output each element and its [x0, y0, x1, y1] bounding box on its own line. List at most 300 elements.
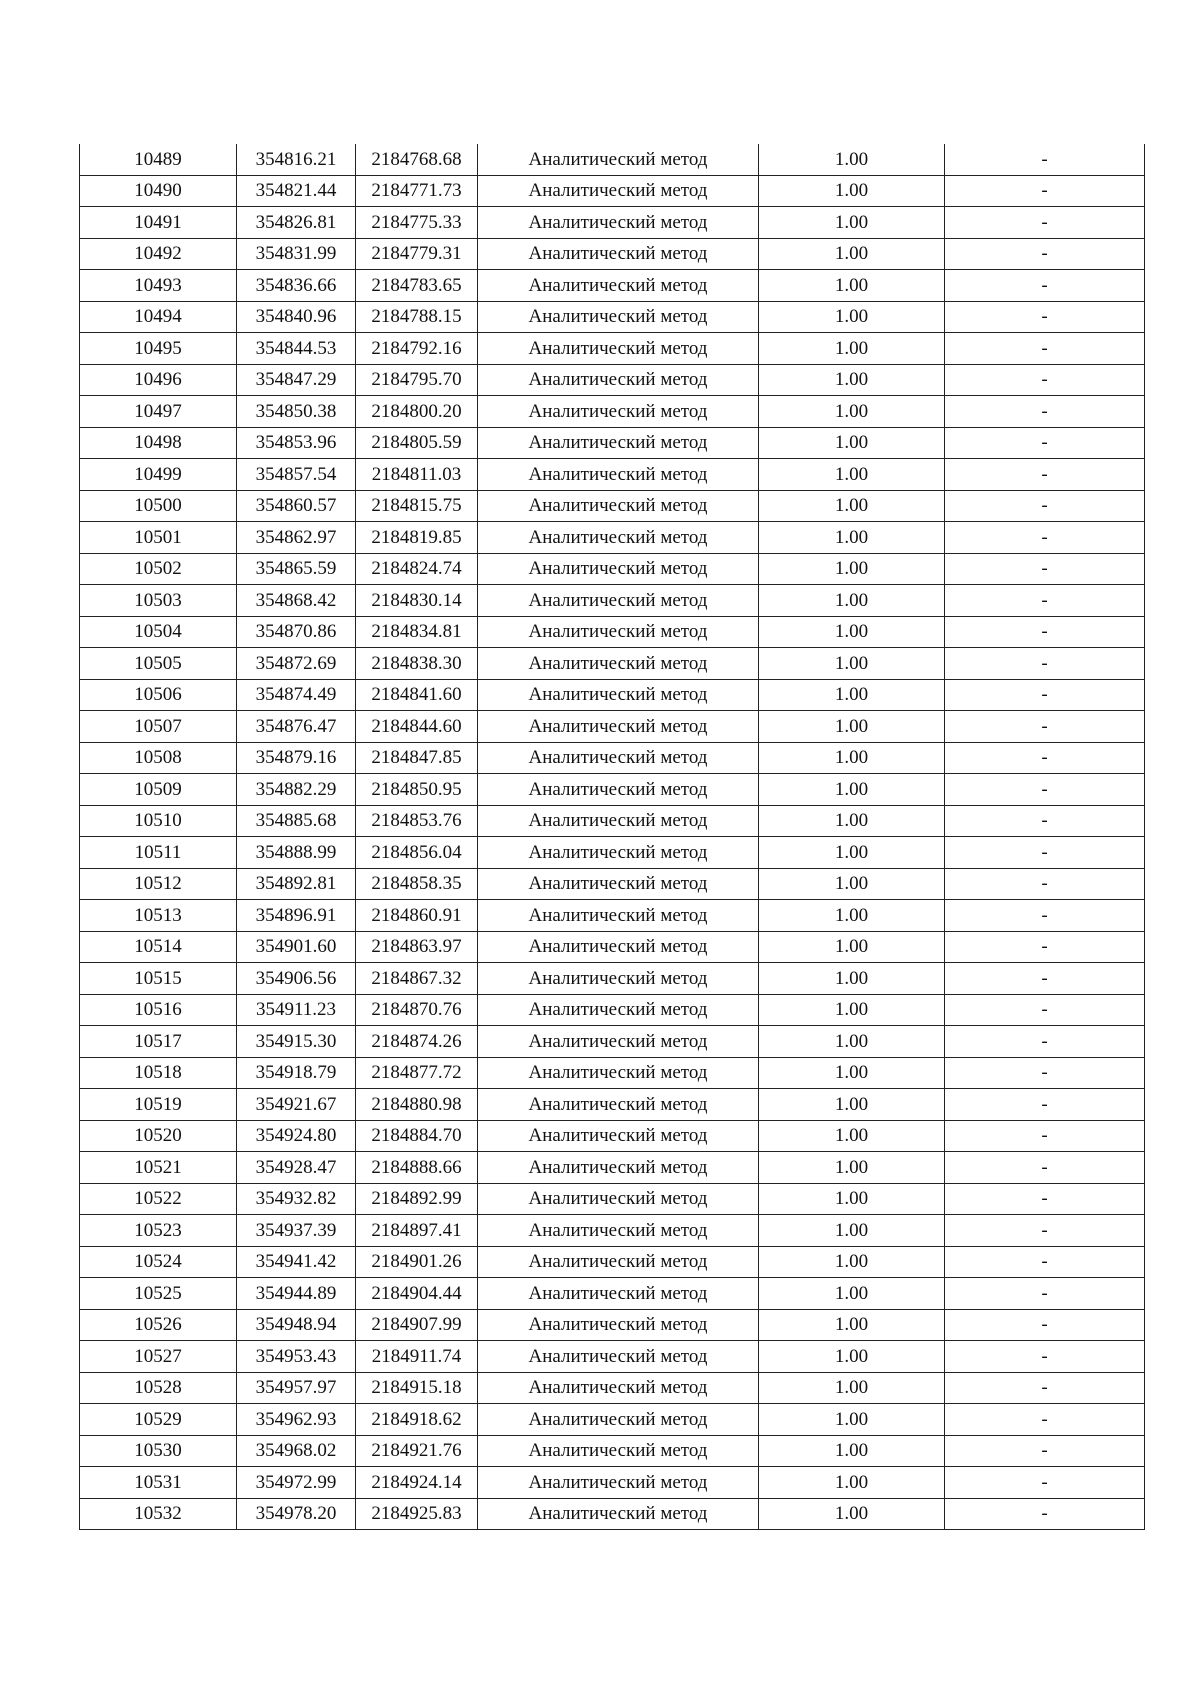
method-cell: Аналитический метод	[478, 396, 759, 428]
coordinates-table	[79, 144, 1145, 1530]
x-coordinate-cell: 354957.97	[237, 1372, 356, 1404]
note-cell: -	[945, 585, 1145, 617]
x-coordinate-cell: 354872.69	[237, 648, 356, 680]
note-cell: -	[945, 648, 1145, 680]
point-number-cell: 10497	[80, 396, 237, 428]
method-cell: Аналитический метод	[478, 522, 759, 554]
precision-cell: 1.00	[759, 144, 945, 175]
method-cell: Аналитический метод	[478, 1246, 759, 1278]
x-coordinate-cell: 354944.89	[237, 1278, 356, 1310]
y-coordinate-cell: 2184768.68	[356, 144, 478, 175]
table-row	[80, 270, 1145, 302]
point-number-cell: 10525	[80, 1278, 237, 1310]
x-coordinate-cell: 354840.96	[237, 301, 356, 333]
table-row	[80, 1057, 1145, 1089]
x-coordinate-cell: 354885.68	[237, 805, 356, 837]
table-row	[80, 774, 1145, 806]
point-number-cell: 10509	[80, 774, 237, 806]
note-cell: -	[945, 175, 1145, 207]
note-cell: -	[945, 459, 1145, 491]
table-row	[80, 1467, 1145, 1499]
note-cell: -	[945, 396, 1145, 428]
y-coordinate-cell: 2184884.70	[356, 1120, 478, 1152]
x-coordinate-cell: 354831.99	[237, 238, 356, 270]
precision-cell: 1.00	[759, 301, 945, 333]
precision-cell: 1.00	[759, 837, 945, 869]
method-cell: Аналитический метод	[478, 1309, 759, 1341]
method-cell: Аналитический метод	[478, 270, 759, 302]
note-cell: -	[945, 900, 1145, 932]
point-number-cell: 10523	[80, 1215, 237, 1247]
note-cell: -	[945, 144, 1145, 175]
point-number-cell: 10511	[80, 837, 237, 869]
method-cell: Аналитический метод	[478, 963, 759, 995]
table-row	[80, 553, 1145, 585]
table-row	[80, 585, 1145, 617]
y-coordinate-cell: 2184783.65	[356, 270, 478, 302]
y-coordinate-cell: 2184856.04	[356, 837, 478, 869]
y-coordinate-cell: 2184775.33	[356, 207, 478, 239]
y-coordinate-cell: 2184853.76	[356, 805, 478, 837]
note-cell: -	[945, 1309, 1145, 1341]
point-number-cell: 10505	[80, 648, 237, 680]
point-number-cell: 10527	[80, 1341, 237, 1373]
x-coordinate-cell: 354882.29	[237, 774, 356, 806]
y-coordinate-cell: 2184888.66	[356, 1152, 478, 1184]
y-coordinate-cell: 2184880.98	[356, 1089, 478, 1121]
point-number-cell: 10516	[80, 994, 237, 1026]
method-cell: Аналитический метод	[478, 301, 759, 333]
method-cell: Аналитический метод	[478, 333, 759, 365]
point-number-cell: 10528	[80, 1372, 237, 1404]
y-coordinate-cell: 2184877.72	[356, 1057, 478, 1089]
x-coordinate-cell: 354844.53	[237, 333, 356, 365]
note-cell: -	[945, 333, 1145, 365]
x-coordinate-cell: 354847.29	[237, 364, 356, 396]
y-coordinate-cell: 2184771.73	[356, 175, 478, 207]
x-coordinate-cell: 354915.30	[237, 1026, 356, 1058]
note-cell: -	[945, 553, 1145, 585]
table-row	[80, 1309, 1145, 1341]
table-row	[80, 1372, 1145, 1404]
method-cell: Аналитический метод	[478, 931, 759, 963]
method-cell: Аналитический метод	[478, 1026, 759, 1058]
precision-cell: 1.00	[759, 1309, 945, 1341]
table-row	[80, 648, 1145, 680]
point-number-cell: 10508	[80, 742, 237, 774]
precision-cell: 1.00	[759, 490, 945, 522]
point-number-cell: 10529	[80, 1404, 237, 1436]
y-coordinate-cell: 2184904.44	[356, 1278, 478, 1310]
table-body	[80, 144, 1145, 1530]
x-coordinate-cell: 354850.38	[237, 396, 356, 428]
point-number-cell: 10491	[80, 207, 237, 239]
precision-cell: 1.00	[759, 1372, 945, 1404]
method-cell: Аналитический метод	[478, 364, 759, 396]
method-cell: Аналитический метод	[478, 1372, 759, 1404]
note-cell: -	[945, 1278, 1145, 1310]
point-number-cell: 10526	[80, 1309, 237, 1341]
x-coordinate-cell: 354826.81	[237, 207, 356, 239]
method-cell: Аналитический метод	[478, 868, 759, 900]
note-cell: -	[945, 1498, 1145, 1530]
y-coordinate-cell: 2184779.31	[356, 238, 478, 270]
x-coordinate-cell: 354892.81	[237, 868, 356, 900]
note-cell: -	[945, 238, 1145, 270]
table-row	[80, 175, 1145, 207]
method-cell: Аналитический метод	[478, 1278, 759, 1310]
method-cell: Аналитический метод	[478, 742, 759, 774]
table-row	[80, 1435, 1145, 1467]
note-cell: -	[945, 679, 1145, 711]
precision-cell: 1.00	[759, 774, 945, 806]
note-cell: -	[945, 1215, 1145, 1247]
point-number-cell: 10506	[80, 679, 237, 711]
precision-cell: 1.00	[759, 679, 945, 711]
table-row	[80, 144, 1145, 175]
y-coordinate-cell: 2184838.30	[356, 648, 478, 680]
table-row	[80, 427, 1145, 459]
note-cell: -	[945, 490, 1145, 522]
y-coordinate-cell: 2184874.26	[356, 1026, 478, 1058]
precision-cell: 1.00	[759, 1341, 945, 1373]
precision-cell: 1.00	[759, 994, 945, 1026]
x-coordinate-cell: 354868.42	[237, 585, 356, 617]
y-coordinate-cell: 2184867.32	[356, 963, 478, 995]
precision-cell: 1.00	[759, 931, 945, 963]
precision-cell: 1.00	[759, 1026, 945, 1058]
precision-cell: 1.00	[759, 522, 945, 554]
precision-cell: 1.00	[759, 1215, 945, 1247]
point-number-cell: 10496	[80, 364, 237, 396]
method-cell: Аналитический метод	[478, 1057, 759, 1089]
point-number-cell: 10512	[80, 868, 237, 900]
note-cell: -	[945, 774, 1145, 806]
method-cell: Аналитический метод	[478, 427, 759, 459]
table-row	[80, 616, 1145, 648]
method-cell: Аналитический метод	[478, 175, 759, 207]
point-number-cell: 10501	[80, 522, 237, 554]
method-cell: Аналитический метод	[478, 238, 759, 270]
note-cell: -	[945, 1026, 1145, 1058]
x-coordinate-cell: 354857.54	[237, 459, 356, 491]
note-cell: -	[945, 207, 1145, 239]
point-number-cell: 10493	[80, 270, 237, 302]
note-cell: -	[945, 931, 1145, 963]
method-cell: Аналитический метод	[478, 207, 759, 239]
x-coordinate-cell: 354972.99	[237, 1467, 356, 1499]
y-coordinate-cell: 2184915.18	[356, 1372, 478, 1404]
y-coordinate-cell: 2184892.99	[356, 1183, 478, 1215]
method-cell: Аналитический метод	[478, 585, 759, 617]
x-coordinate-cell: 354918.79	[237, 1057, 356, 1089]
note-cell: -	[945, 1435, 1145, 1467]
table-row	[80, 742, 1145, 774]
note-cell: -	[945, 1152, 1145, 1184]
precision-cell: 1.00	[759, 711, 945, 743]
point-number-cell: 10524	[80, 1246, 237, 1278]
method-cell: Аналитический метод	[478, 837, 759, 869]
method-cell: Аналитический метод	[478, 1341, 759, 1373]
x-coordinate-cell: 354862.97	[237, 522, 356, 554]
y-coordinate-cell: 2184858.35	[356, 868, 478, 900]
precision-cell: 1.00	[759, 1089, 945, 1121]
x-coordinate-cell: 354879.16	[237, 742, 356, 774]
precision-cell: 1.00	[759, 1120, 945, 1152]
note-cell: -	[945, 994, 1145, 1026]
point-number-cell: 10504	[80, 616, 237, 648]
y-coordinate-cell: 2184844.60	[356, 711, 478, 743]
method-cell: Аналитический метод	[478, 805, 759, 837]
y-coordinate-cell: 2184792.16	[356, 333, 478, 365]
precision-cell: 1.00	[759, 175, 945, 207]
note-cell: -	[945, 1341, 1145, 1373]
y-coordinate-cell: 2184907.99	[356, 1309, 478, 1341]
x-coordinate-cell: 354941.42	[237, 1246, 356, 1278]
method-cell: Аналитический метод	[478, 459, 759, 491]
note-cell: -	[945, 616, 1145, 648]
y-coordinate-cell: 2184924.14	[356, 1467, 478, 1499]
note-cell: -	[945, 1246, 1145, 1278]
method-cell: Аналитический метод	[478, 711, 759, 743]
table-row	[80, 1246, 1145, 1278]
x-coordinate-cell: 354821.44	[237, 175, 356, 207]
x-coordinate-cell: 354860.57	[237, 490, 356, 522]
table-row	[80, 711, 1145, 743]
precision-cell: 1.00	[759, 1435, 945, 1467]
method-cell: Аналитический метод	[478, 490, 759, 522]
x-coordinate-cell: 354874.49	[237, 679, 356, 711]
x-coordinate-cell: 354906.56	[237, 963, 356, 995]
table-row	[80, 1183, 1145, 1215]
y-coordinate-cell: 2184860.91	[356, 900, 478, 932]
y-coordinate-cell: 2184921.76	[356, 1435, 478, 1467]
y-coordinate-cell: 2184918.62	[356, 1404, 478, 1436]
table-row	[80, 1152, 1145, 1184]
point-number-cell: 10522	[80, 1183, 237, 1215]
y-coordinate-cell: 2184850.95	[356, 774, 478, 806]
method-cell: Аналитический метод	[478, 1404, 759, 1436]
table-row	[80, 1120, 1145, 1152]
x-coordinate-cell: 354836.66	[237, 270, 356, 302]
precision-cell: 1.00	[759, 553, 945, 585]
y-coordinate-cell: 2184800.20	[356, 396, 478, 428]
method-cell: Аналитический метод	[478, 648, 759, 680]
point-number-cell: 10514	[80, 931, 237, 963]
point-number-cell: 10531	[80, 1467, 237, 1499]
y-coordinate-cell: 2184925.83	[356, 1498, 478, 1530]
x-coordinate-cell: 354932.82	[237, 1183, 356, 1215]
x-coordinate-cell: 354865.59	[237, 553, 356, 585]
point-number-cell: 10521	[80, 1152, 237, 1184]
method-cell: Аналитический метод	[478, 679, 759, 711]
precision-cell: 1.00	[759, 1498, 945, 1530]
note-cell: -	[945, 1404, 1145, 1436]
point-number-cell: 10489	[80, 144, 237, 175]
note-cell: -	[945, 963, 1145, 995]
precision-cell: 1.00	[759, 742, 945, 774]
point-number-cell: 10519	[80, 1089, 237, 1121]
precision-cell: 1.00	[759, 1246, 945, 1278]
x-coordinate-cell: 354953.43	[237, 1341, 356, 1373]
y-coordinate-cell: 2184811.03	[356, 459, 478, 491]
y-coordinate-cell: 2184897.41	[356, 1215, 478, 1247]
point-number-cell: 10520	[80, 1120, 237, 1152]
method-cell: Аналитический метод	[478, 1120, 759, 1152]
precision-cell: 1.00	[759, 459, 945, 491]
point-number-cell: 10530	[80, 1435, 237, 1467]
note-cell: -	[945, 805, 1145, 837]
note-cell: -	[945, 1183, 1145, 1215]
point-number-cell: 10517	[80, 1026, 237, 1058]
table-row	[80, 396, 1145, 428]
y-coordinate-cell: 2184901.26	[356, 1246, 478, 1278]
x-coordinate-cell: 354948.94	[237, 1309, 356, 1341]
y-coordinate-cell: 2184805.59	[356, 427, 478, 459]
precision-cell: 1.00	[759, 270, 945, 302]
point-number-cell: 10492	[80, 238, 237, 270]
table-row	[80, 522, 1145, 554]
method-cell: Аналитический метод	[478, 900, 759, 932]
table-row	[80, 963, 1145, 995]
precision-cell: 1.00	[759, 207, 945, 239]
table-row	[80, 837, 1145, 869]
table-row	[80, 1026, 1145, 1058]
method-cell: Аналитический метод	[478, 1467, 759, 1499]
precision-cell: 1.00	[759, 868, 945, 900]
precision-cell: 1.00	[759, 364, 945, 396]
y-coordinate-cell: 2184824.74	[356, 553, 478, 585]
point-number-cell: 10507	[80, 711, 237, 743]
point-number-cell: 10494	[80, 301, 237, 333]
method-cell: Аналитический метод	[478, 774, 759, 806]
precision-cell: 1.00	[759, 963, 945, 995]
note-cell: -	[945, 364, 1145, 396]
precision-cell: 1.00	[759, 396, 945, 428]
x-coordinate-cell: 354921.67	[237, 1089, 356, 1121]
point-number-cell: 10515	[80, 963, 237, 995]
point-number-cell: 10513	[80, 900, 237, 932]
method-cell: Аналитический метод	[478, 1215, 759, 1247]
point-number-cell: 10503	[80, 585, 237, 617]
table-row	[80, 931, 1145, 963]
precision-cell: 1.00	[759, 1183, 945, 1215]
point-number-cell: 10495	[80, 333, 237, 365]
y-coordinate-cell: 2184841.60	[356, 679, 478, 711]
note-cell: -	[945, 1372, 1145, 1404]
point-number-cell: 10498	[80, 427, 237, 459]
table-row	[80, 1278, 1145, 1310]
table-row	[80, 301, 1145, 333]
y-coordinate-cell: 2184834.81	[356, 616, 478, 648]
x-coordinate-cell: 354924.80	[237, 1120, 356, 1152]
table-row	[80, 333, 1145, 365]
precision-cell: 1.00	[759, 1467, 945, 1499]
precision-cell: 1.00	[759, 900, 945, 932]
note-cell: -	[945, 1120, 1145, 1152]
table-row	[80, 238, 1145, 270]
note-cell: -	[945, 868, 1145, 900]
x-coordinate-cell: 354911.23	[237, 994, 356, 1026]
x-coordinate-cell: 354876.47	[237, 711, 356, 743]
y-coordinate-cell: 2184830.14	[356, 585, 478, 617]
y-coordinate-cell: 2184795.70	[356, 364, 478, 396]
x-coordinate-cell: 354968.02	[237, 1435, 356, 1467]
precision-cell: 1.00	[759, 1404, 945, 1436]
y-coordinate-cell: 2184911.74	[356, 1341, 478, 1373]
note-cell: -	[945, 1467, 1145, 1499]
table-row	[80, 207, 1145, 239]
table-row	[80, 490, 1145, 522]
precision-cell: 1.00	[759, 1278, 945, 1310]
method-cell: Аналитический метод	[478, 144, 759, 175]
precision-cell: 1.00	[759, 427, 945, 459]
method-cell: Аналитический метод	[478, 553, 759, 585]
y-coordinate-cell: 2184788.15	[356, 301, 478, 333]
table-row	[80, 868, 1145, 900]
precision-cell: 1.00	[759, 333, 945, 365]
table-row	[80, 1498, 1145, 1530]
table-row	[80, 679, 1145, 711]
note-cell: -	[945, 427, 1145, 459]
y-coordinate-cell: 2184863.97	[356, 931, 478, 963]
note-cell: -	[945, 711, 1145, 743]
precision-cell: 1.00	[759, 585, 945, 617]
x-coordinate-cell: 354901.60	[237, 931, 356, 963]
note-cell: -	[945, 270, 1145, 302]
precision-cell: 1.00	[759, 805, 945, 837]
point-number-cell: 10490	[80, 175, 237, 207]
note-cell: -	[945, 837, 1145, 869]
y-coordinate-cell: 2184815.75	[356, 490, 478, 522]
table-row	[80, 1341, 1145, 1373]
note-cell: -	[945, 1057, 1145, 1089]
table-row	[80, 364, 1145, 396]
precision-cell: 1.00	[759, 238, 945, 270]
table-row	[80, 1089, 1145, 1121]
method-cell: Аналитический метод	[478, 1498, 759, 1530]
x-coordinate-cell: 354937.39	[237, 1215, 356, 1247]
x-coordinate-cell: 354978.20	[237, 1498, 356, 1530]
point-number-cell: 10500	[80, 490, 237, 522]
x-coordinate-cell: 354870.86	[237, 616, 356, 648]
y-coordinate-cell: 2184870.76	[356, 994, 478, 1026]
table-row	[80, 805, 1145, 837]
note-cell: -	[945, 1089, 1145, 1121]
y-coordinate-cell: 2184847.85	[356, 742, 478, 774]
table-row	[80, 459, 1145, 491]
table-row	[80, 994, 1145, 1026]
x-coordinate-cell: 354896.91	[237, 900, 356, 932]
method-cell: Аналитический метод	[478, 1435, 759, 1467]
method-cell: Аналитический метод	[478, 616, 759, 648]
x-coordinate-cell: 354962.93	[237, 1404, 356, 1436]
precision-cell: 1.00	[759, 616, 945, 648]
table-row	[80, 1404, 1145, 1436]
method-cell: Аналитический метод	[478, 1089, 759, 1121]
note-cell: -	[945, 301, 1145, 333]
x-coordinate-cell: 354853.96	[237, 427, 356, 459]
point-number-cell: 10518	[80, 1057, 237, 1089]
note-cell: -	[945, 742, 1145, 774]
precision-cell: 1.00	[759, 1152, 945, 1184]
point-number-cell: 10532	[80, 1498, 237, 1530]
point-number-cell: 10499	[80, 459, 237, 491]
precision-cell: 1.00	[759, 1057, 945, 1089]
table-row	[80, 1215, 1145, 1247]
method-cell: Аналитический метод	[478, 994, 759, 1026]
x-coordinate-cell: 354928.47	[237, 1152, 356, 1184]
